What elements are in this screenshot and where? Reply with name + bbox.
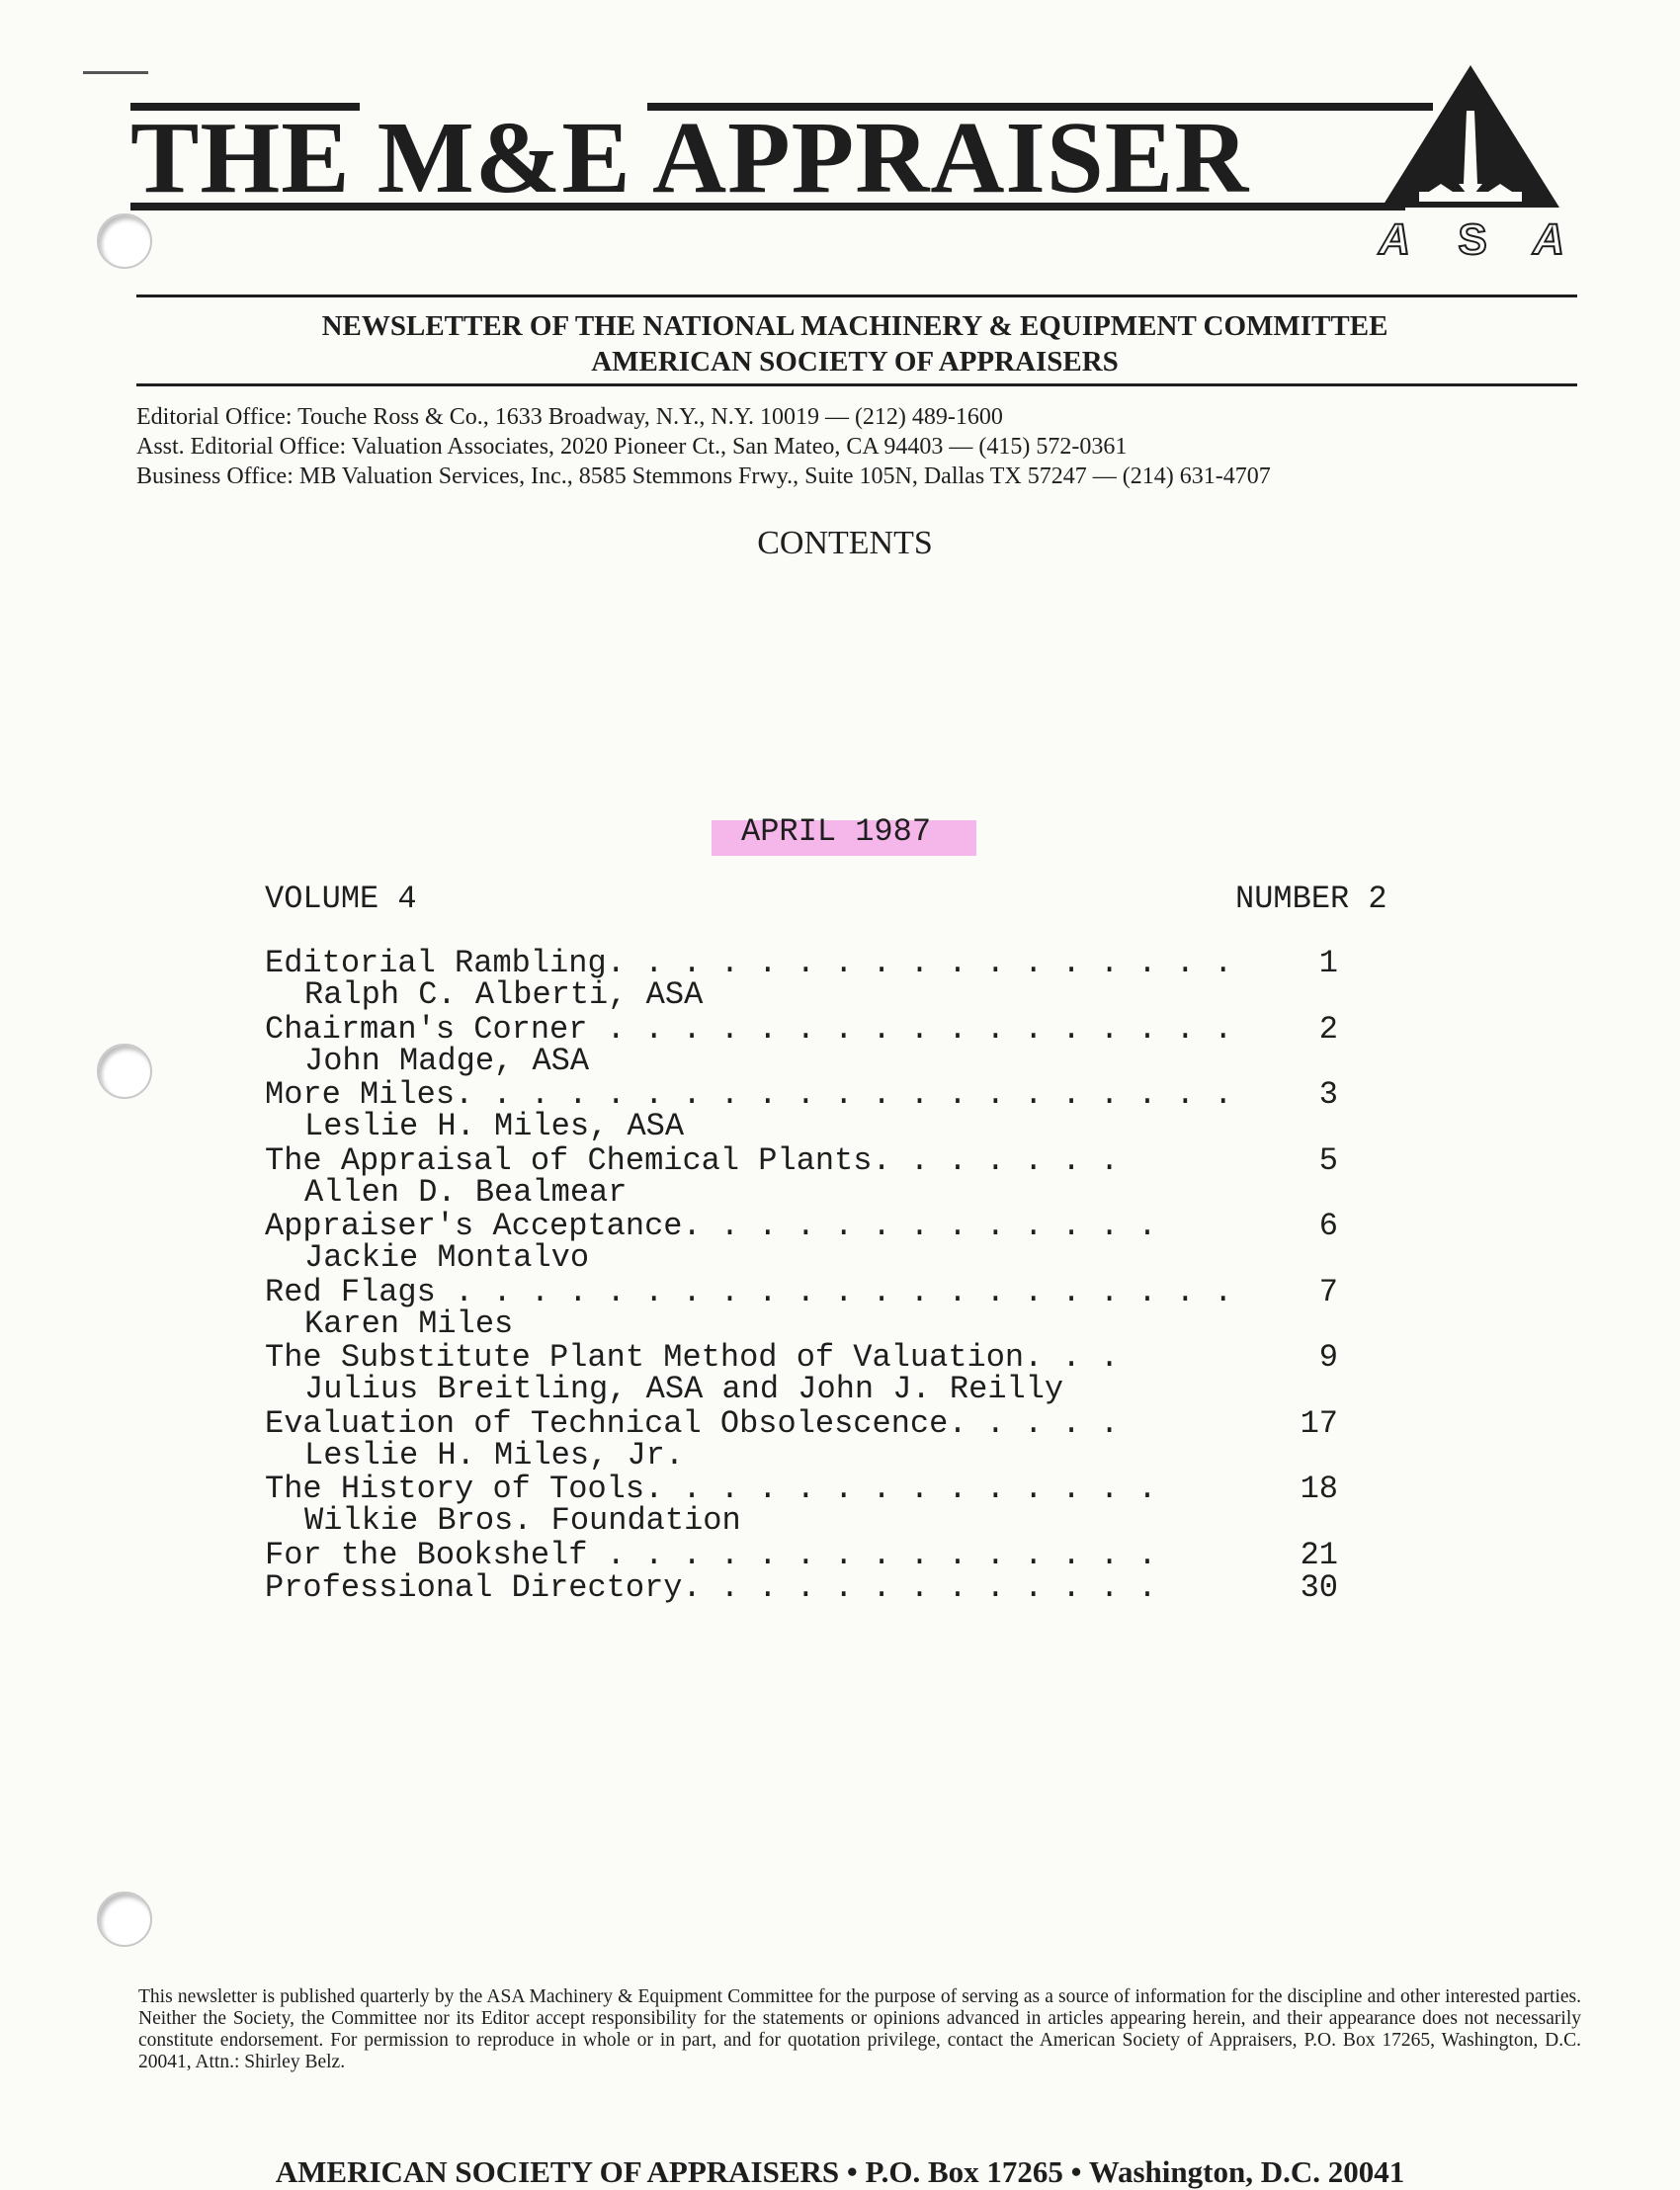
toc-entry[interactable] (265, 1536, 1401, 1573)
disclaimer-text: This newsletter is published quarterly by the ASA Machinery & Equipment Committee for the purpose of serving as a source of information for the discipline and other interested parties. Neither the Society, the Committee nor its Editor accept responsibility for the statements or opinions advanced in articles appearing herein, and their appearance does not necessarily constitute endorsement. For permission to reproduce in whole or in part, and for quotation privilege, contact the American Society of Appraisers, P.O. Box 17265, Washington, D.C. 20041, Attn.: Shirley Belz. (138, 1986, 1581, 2072)
logo-letter-a1: A (1375, 215, 1417, 264)
toc-author: Julius Breitling, ASA and John J. Reilly (304, 1371, 1064, 1407)
toc-title: The History of Tools. . . . . . . . . . . . . . (265, 1471, 1157, 1507)
toc-author: Wilkie Bros. Foundation (304, 1502, 741, 1539)
asa-logo (1364, 61, 1581, 271)
contents-heading: CONTENTS (757, 525, 933, 561)
subheader-line1: NEWSLETTER OF THE NATIONAL MACHINERY & EQUIPMENT COMMITTEE (321, 310, 1388, 342)
toc-page: 30 (1300, 1568, 1338, 1606)
punch-hole-top (97, 213, 152, 269)
stray-mark (83, 71, 148, 74)
masthead-title: THE M&E APPRAISER (130, 101, 1250, 214)
toc-author: Leslie H. Miles, ASA (304, 1108, 685, 1144)
toc-title: Professional Directory. . . . . . . . . . . . . (265, 1568, 1157, 1606)
toc-author: Jackie Montalvo (304, 1239, 590, 1276)
subheader-bottom-rule (136, 383, 1577, 386)
toc-title: The Substitute Plant Method of Valuation. . . (265, 1339, 1120, 1376)
toc-page: 17 (1300, 1404, 1338, 1442)
toc-page: 6 (1318, 1208, 1338, 1244)
toc-author: Leslie H. Miles, Jr. (304, 1436, 685, 1474)
toc-page: 2 (1318, 1010, 1338, 1048)
toc-title: Evaluation of Technical Obsolescence. . . . . (265, 1404, 1120, 1442)
logo-letter-a2: A (1529, 215, 1571, 264)
issue-date: APRIL 1987 (741, 813, 932, 850)
subheader-line2: AMERICAN SOCIETY OF APPRAISERS (591, 346, 1119, 378)
toc-page: 18 (1300, 1471, 1338, 1507)
volume-label: VOLUME 4 (265, 881, 417, 917)
toc-entry[interactable] (265, 1274, 1401, 1340)
toc-title: More Miles. . . . . . . . . . . . . . . . . . . . . (265, 1076, 1233, 1113)
footer-address: AMERICAN SOCIETY OF APPRAISERS • P.O. Box 17265 • Washington, D.C. 20041 (275, 2154, 1405, 2189)
toc-page: 7 (1318, 1273, 1338, 1310)
toc-entry[interactable] (265, 1076, 1401, 1142)
toc-title: Appraiser's Acceptance. . . . . . . . . . . . . (265, 1208, 1157, 1244)
toc-entry[interactable] (265, 1011, 1401, 1077)
toc-author: Karen Miles (304, 1305, 514, 1342)
punch-hole-middle (97, 1044, 152, 1099)
toc-page: 9 (1318, 1339, 1338, 1376)
toc-page: 1 (1318, 945, 1338, 981)
subheader-top-rule (136, 295, 1577, 297)
table-of-contents (265, 945, 1401, 1606)
toc-entry[interactable] (265, 1142, 1401, 1209)
toc-page: 5 (1318, 1141, 1338, 1179)
toc-entry[interactable] (265, 1339, 1401, 1405)
asa-logo-letters (1364, 215, 1581, 265)
toc-title: Editorial Rambling. . . . . . . . . . . . . . . . . (265, 945, 1233, 981)
toc-title: Chairman's Corner . . . . . . . . . . . . . . . . . (265, 1010, 1233, 1048)
toc-author: John Madge, ASA (304, 1042, 590, 1079)
toc-entry[interactable] (265, 1471, 1401, 1537)
toc-entry[interactable] (265, 1208, 1401, 1274)
toc-page: 3 (1318, 1076, 1338, 1113)
number-label: NUMBER 2 (1235, 881, 1387, 917)
toc-entry[interactable] (265, 945, 1401, 1011)
toc-author: Ralph C. Alberti, ASA (304, 976, 704, 1013)
asst-editorial-office: Asst. Editorial Office: Valuation Associates, 2020 Pioneer Ct., San Mateo, CA 94403 — (415) 572-0361 (136, 434, 1128, 460)
logo-letter-s: S (1458, 215, 1487, 264)
toc-entry[interactable] (265, 1568, 1401, 1606)
toc-title: The Appraisal of Chemical Plants. . . . . . . (265, 1141, 1120, 1179)
toc-entry[interactable] (265, 1405, 1401, 1472)
toc-title: For the Bookshelf . . . . . . . . . . . . . . . (265, 1536, 1157, 1573)
editorial-office: Editorial Office: Touche Ross & Co., 1633 Broadway, N.Y., N.Y. 10019 — (212) 489-1600 (136, 404, 1003, 430)
business-office: Business Office: MB Valuation Services, Inc., 8585 Stemmons Frwy., Suite 105N, Dallas TX 57247 — (214) 631-4707 (136, 463, 1271, 489)
toc-author: Allen D. Bealmear (304, 1173, 628, 1211)
toc-title: Red Flags . . . . . . . . . . . . . . . . . . . . . (265, 1273, 1233, 1310)
toc-page: 21 (1300, 1536, 1338, 1573)
punch-hole-bottom (97, 1892, 152, 1947)
